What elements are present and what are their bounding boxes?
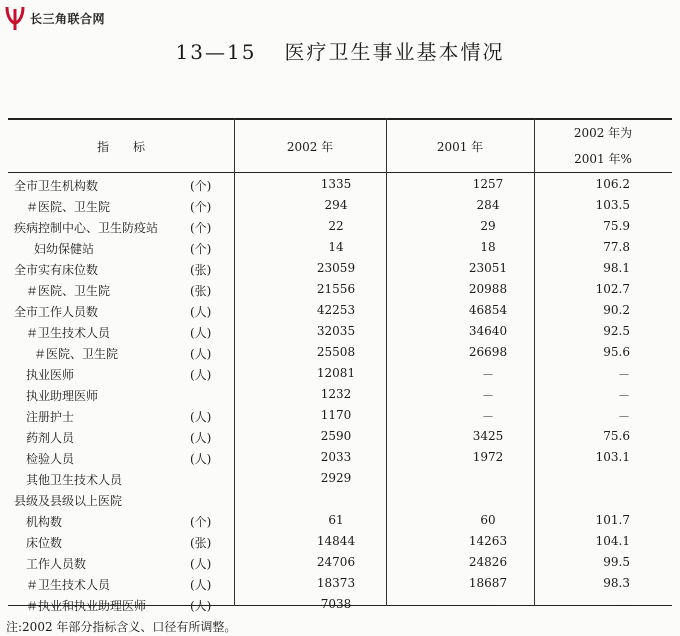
value-ratio: － [617, 389, 630, 403]
table-row [8, 468, 672, 489]
value-2001: 18687 [468, 576, 508, 590]
footnote: 注:2002 年部分指标含义、口径有所调整。 [6, 620, 237, 634]
value-2001: 14263 [468, 534, 508, 548]
value-ratio: － [617, 368, 630, 382]
table-row [8, 531, 672, 552]
value-ratio: 98.1 [603, 261, 630, 275]
value-ratio: 75.6 [603, 429, 630, 443]
site-logo[interactable] [4, 4, 105, 32]
value-ratio: 104.1 [595, 534, 630, 548]
row-unit: (人) [190, 326, 212, 340]
table-row [8, 216, 672, 237]
row-unit: (个) [190, 179, 212, 193]
row-unit: (人) [190, 578, 212, 592]
value-2002: 7038 [320, 597, 352, 611]
value-2001: 26698 [468, 345, 508, 359]
row-label: 执业助理医师 [26, 389, 99, 403]
value-2001: 34640 [468, 324, 508, 338]
row-label: 机构数 [26, 515, 63, 529]
value-2001: － [481, 410, 494, 424]
value-2001: － [481, 368, 494, 382]
table-row [8, 258, 672, 279]
table-row [8, 174, 672, 195]
value-ratio: 106.2 [595, 177, 630, 191]
value-2001: 1972 [472, 450, 504, 464]
row-label: 全市实有床位数 [14, 263, 99, 277]
row-unit: (人) [190, 452, 212, 466]
row-label: 疾病控制中心、卫生防疫站 [14, 221, 159, 235]
value-2001: 284 [476, 198, 500, 212]
table-row [8, 195, 672, 216]
value-2001: 20988 [468, 282, 508, 296]
row-unit: (人) [190, 431, 212, 445]
value-2001: 60 [480, 513, 496, 527]
value-2002: 1232 [320, 387, 352, 401]
table-row [8, 384, 672, 405]
value-ratio: 103.1 [595, 450, 630, 464]
value-2001: 3425 [472, 429, 504, 443]
value-ratio: 101.7 [595, 513, 630, 527]
table-body [8, 174, 672, 615]
value-2002: 61 [328, 513, 344, 527]
row-unit: (个) [190, 515, 212, 529]
row-label: 注册护士 [26, 410, 75, 424]
logo-icon [4, 5, 26, 31]
value-2002: 24706 [316, 555, 356, 569]
row-unit: (人) [190, 305, 212, 319]
table-row [8, 342, 672, 363]
value-2002: 32035 [316, 324, 356, 338]
value-2001: 23051 [468, 261, 508, 275]
value-ratio: 98.3 [603, 576, 630, 590]
statistics-table [8, 118, 672, 613]
table-top-rule [8, 118, 672, 120]
row-label: 床位数 [26, 536, 63, 550]
value-ratio: 75.9 [603, 219, 630, 233]
value-ratio: 95.6 [603, 345, 630, 359]
table-row [8, 426, 672, 447]
value-ratio: 90.2 [603, 303, 630, 317]
row-unit: (张) [190, 536, 212, 550]
value-2002: 18373 [316, 576, 356, 590]
table-title: 医疗卫生事业基本情况 [284, 40, 505, 64]
value-2001: 29 [480, 219, 496, 233]
row-label: ＃卫生技术人员 [26, 326, 111, 340]
header-indicator: 指 标 [96, 140, 145, 154]
row-label: ＃执业和执业助理医师 [26, 599, 147, 613]
value-2002: 2590 [320, 429, 352, 443]
value-ratio: 102.7 [595, 282, 630, 296]
table-row [8, 363, 672, 384]
row-label: 全市工作人员数 [14, 305, 99, 319]
row-label: ＃医院、卫生院 [34, 347, 119, 361]
row-unit: (张) [190, 284, 212, 298]
value-2001: － [481, 599, 494, 613]
row-unit: (人) [190, 410, 212, 424]
value-ratio: － [617, 410, 630, 424]
value-2002: 2929 [320, 471, 352, 485]
value-ratio: 103.5 [595, 198, 630, 212]
header-ratio-line1: 2002 年为 [573, 126, 633, 140]
value-2001: 24826 [468, 555, 508, 569]
value-2002: 22 [328, 219, 344, 233]
table-row [8, 279, 672, 300]
value-2002: 12081 [316, 366, 356, 380]
table-row [8, 321, 672, 342]
value-2002: 21556 [316, 282, 356, 296]
value-2002: 25508 [316, 345, 356, 359]
header-2002: 2002 年 [286, 140, 334, 154]
row-label: 检验人员 [26, 452, 75, 466]
row-unit: (个) [190, 221, 212, 235]
row-unit: (个) [190, 200, 212, 214]
table-row [8, 552, 672, 573]
table-row [8, 510, 672, 531]
value-2001: － [481, 389, 494, 403]
value-2002: 42253 [316, 303, 356, 317]
row-label: ＃卫生技术人员 [26, 578, 111, 592]
table-row [8, 594, 672, 615]
value-2002: 1335 [320, 177, 352, 191]
value-2002: 23059 [316, 261, 356, 275]
row-label: ＃医院、卫生院 [26, 200, 111, 214]
table-row [8, 447, 672, 468]
row-unit: (人) [190, 368, 212, 382]
logo-text: 长三角联合网 [30, 11, 106, 26]
header-2001: 2001 年 [436, 140, 484, 154]
value-2001: 18 [480, 240, 496, 254]
value-ratio: 92.5 [603, 324, 630, 338]
value-ratio: － [617, 599, 630, 613]
value-2001: 1257 [472, 177, 504, 191]
value-2002: 1170 [320, 408, 352, 422]
row-unit: (张) [190, 263, 212, 277]
value-2002: 14 [328, 240, 344, 254]
value-ratio: 99.5 [603, 555, 630, 569]
value-2002: 14844 [316, 534, 356, 548]
row-label: 县级及县级以上医院 [14, 494, 123, 508]
table-number: 13—15 [175, 40, 257, 64]
header-ratio-line2: 2001 年% [574, 152, 632, 166]
header-bottom-rule [8, 172, 672, 173]
row-label: 执业医师 [26, 368, 75, 382]
row-unit: (人) [190, 347, 212, 361]
row-label: ＃医院、卫生院 [26, 284, 111, 298]
page-title [0, 36, 680, 65]
row-label: 药剂人员 [26, 431, 75, 445]
value-2002: 294 [324, 198, 348, 212]
table-row [8, 300, 672, 321]
table-row [8, 573, 672, 594]
row-label: 全市卫生机构数 [14, 179, 99, 193]
row-label: 其他卫生技术人员 [26, 473, 123, 487]
row-unit: (人) [190, 599, 212, 613]
row-unit: (人) [190, 557, 212, 571]
value-2001: 46854 [468, 303, 508, 317]
row-unit: (个) [190, 242, 212, 256]
row-label: 妇幼保健站 [34, 242, 95, 256]
row-label: 工作人员数 [26, 557, 87, 571]
table-row [8, 489, 672, 510]
table-row [8, 405, 672, 426]
value-2002: 2033 [320, 450, 352, 464]
value-ratio: 77.8 [603, 240, 630, 254]
table-row [8, 237, 672, 258]
